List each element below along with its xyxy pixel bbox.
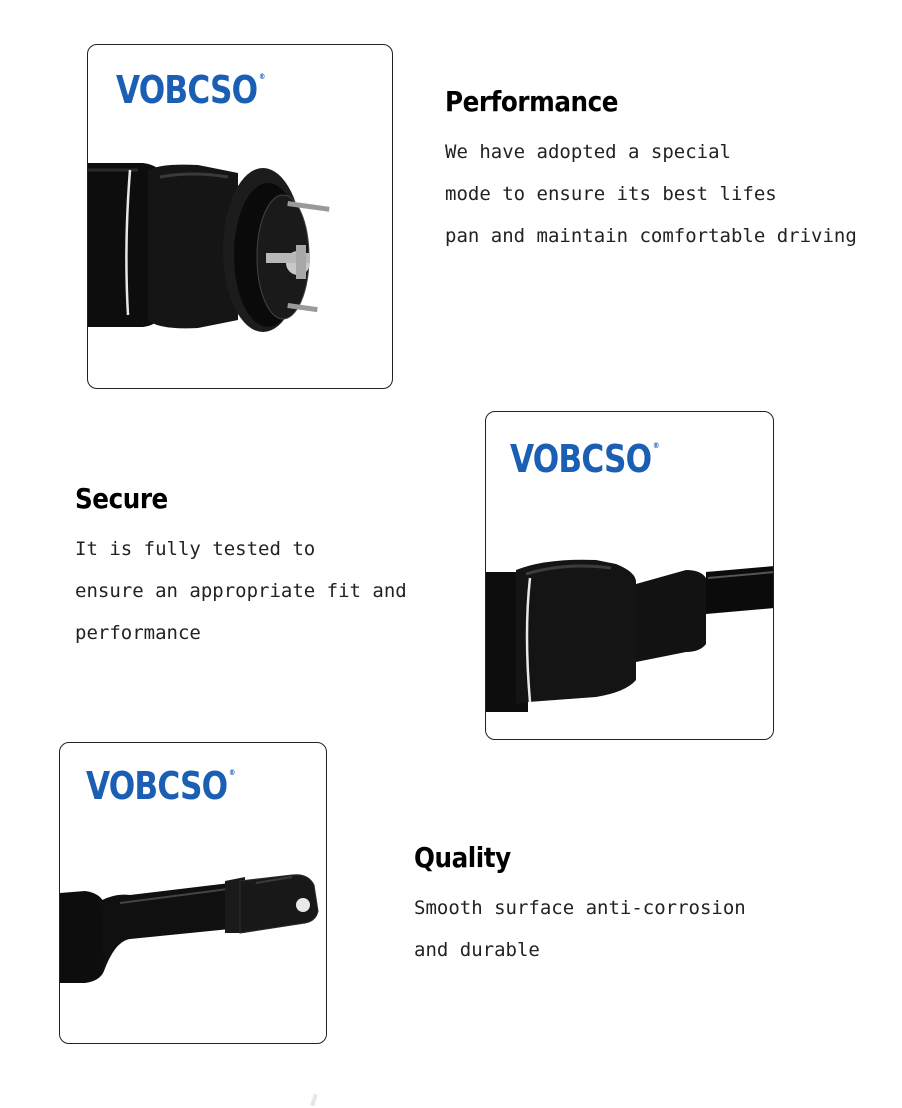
feature-heading-performance: Performance xyxy=(445,85,619,118)
shock-absorber-rod-end-illustration xyxy=(60,743,327,1044)
shock-absorber-cylinder-illustration xyxy=(486,412,774,740)
shock-absorber-top-mount-illustration xyxy=(88,45,393,389)
feature-description-line: mode to ensure its best lifes xyxy=(445,183,777,205)
feature-description-line: and durable xyxy=(414,939,540,961)
feature-description-line: ensure an appropriate fit and xyxy=(75,580,407,602)
feature-heading-quality: Quality xyxy=(414,841,511,874)
feature-description-line: pan and maintain comfortable driving xyxy=(445,225,857,247)
feature-description-line: It is fully tested to xyxy=(75,538,316,560)
brand-logo: VOBCSO ® xyxy=(86,764,235,808)
feature-description-line: Smooth surface anti-corrosion xyxy=(414,897,746,919)
feature-description-line: We have adopted a special xyxy=(445,141,731,163)
brand-logo: VOBCSO ® xyxy=(510,437,659,481)
feature-description-quality xyxy=(414,887,746,971)
product-image-card-rod-end xyxy=(59,742,327,1044)
brand-logo: VOBCSO ® xyxy=(116,68,265,112)
feature-description-secure xyxy=(75,528,407,654)
feature-description-performance xyxy=(445,131,857,257)
product-image-card-cylinder xyxy=(485,411,774,740)
feature-heading-secure: Secure xyxy=(75,482,168,515)
feature-description-line: performance xyxy=(75,622,201,644)
decorative-mark xyxy=(310,1094,318,1107)
product-image-card-top-mount xyxy=(87,44,393,389)
